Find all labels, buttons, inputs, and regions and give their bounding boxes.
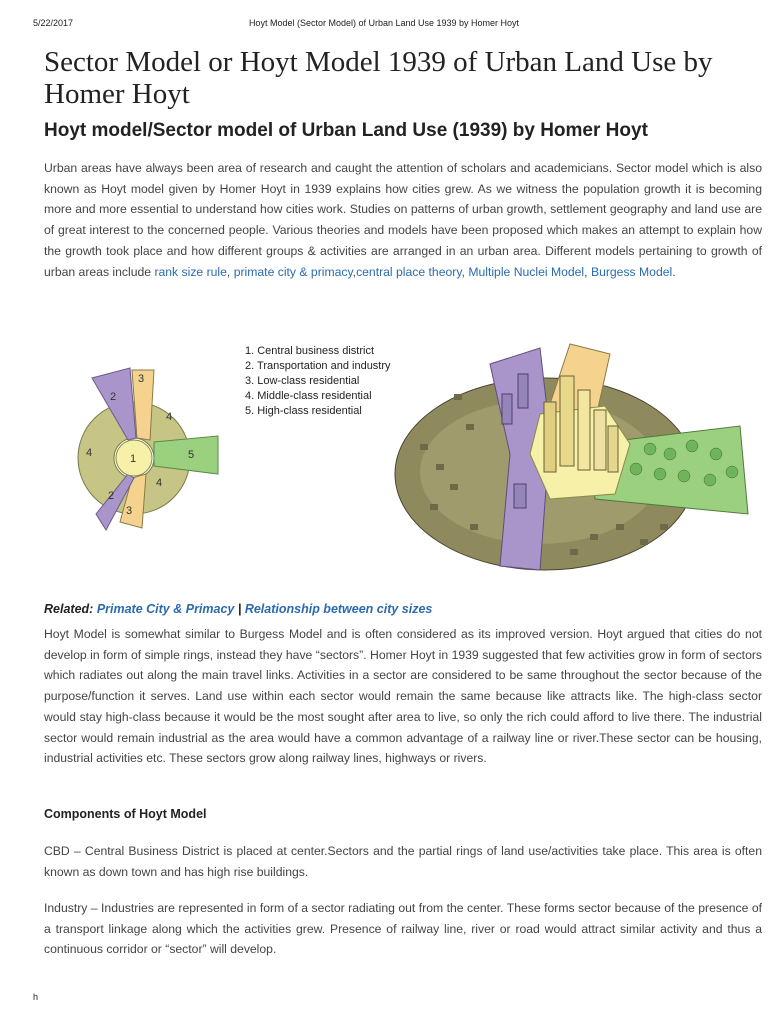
intro-sep-1: , — [226, 264, 234, 279]
related-sep: | — [234, 601, 245, 616]
sector-number: 3 — [126, 505, 133, 517]
city-tower — [544, 402, 556, 472]
multiple-nuclei-model-link[interactable]: Multiple Nuclei Model — [468, 264, 585, 279]
article-subtitle: Hoyt model/Sector model of Urban Land Use (1939) by Homer Hoyt — [44, 120, 648, 141]
hoyt-model-figure — [70, 334, 750, 574]
intro-paragraph — [44, 158, 762, 282]
legend-item: 1. Central business district — [245, 345, 374, 357]
primate-city-related-link[interactable]: Primate City & Primacy — [96, 601, 235, 616]
intro-text: Urban areas have always been area of research and caught the attention of scholars and academicians. Sector model which is also known as Hoyt model given by Homer Hoyt in 1939 explains how cities grew. As we witness the population growth it is becoming more and more essential to understand how cities work. Studies on patterns of urban growth, settlement geography and land use are of great interest to the concerned people. Various theories and models have been proposed which makes an attempt to explain how the growth took place and how different groups & activities are arranged in an urban area. Different models pertaining to growth of urban areas include — [44, 161, 762, 279]
sector-number: 3 — [138, 373, 145, 385]
related-links — [44, 602, 432, 616]
intro-sep-3: , — [461, 264, 469, 279]
intro-end: . — [672, 264, 676, 279]
print-footer: h — [33, 992, 39, 1002]
sector-number: 5 — [188, 449, 195, 461]
city-building — [514, 484, 526, 508]
city-illustration-3d — [395, 344, 748, 570]
city-tower — [560, 376, 574, 466]
sector-number: 4 — [166, 411, 173, 423]
legend-item: 3. Low-class residential — [245, 375, 360, 387]
hoyt-model-diagram — [70, 334, 750, 574]
page-title: Sector Model or Hoyt Model 1939 of Urban Land Use by Homer Hoyt — [44, 46, 713, 110]
print-date: 5/22/2017 — [33, 18, 74, 28]
sector-diagram-2d — [78, 368, 218, 530]
legend-item: 4. Middle-class residential — [245, 390, 372, 402]
primate-city-link[interactable]: primate city & primacy — [233, 264, 353, 279]
city-tower — [578, 390, 590, 470]
sector-number: 2 — [108, 490, 115, 502]
print-title: Hoyt Model (Sector Model) of Urban Land Use 1939 by Homer Hoyt — [248, 18, 520, 28]
related-label: Related: — [44, 601, 94, 616]
sector-number: 4 — [156, 477, 163, 489]
legend-item: 5. High-class residential — [245, 405, 362, 417]
industry-paragraph: Industry – Industries are represented in form of a sector radiating out from the center. These forms sector because of the presence of a transport linkage along which the activities grew. Presence of railway line, river or road would attract similar activity and thus a continuous corridor or “sector” will develop. — [44, 901, 762, 957]
sector-number: 1 — [130, 453, 137, 465]
central-place-theory-link[interactable]: central place theory — [356, 264, 462, 279]
rank-size-rule-link[interactable]: rank size rule — [154, 264, 227, 279]
city-tower — [608, 426, 618, 472]
legend-item: 2. Transportation and industry — [245, 360, 391, 372]
diagram-legend — [245, 345, 391, 417]
city-building — [518, 374, 528, 408]
intro-sep-4: , — [584, 264, 591, 279]
components-heading: Components of Hoyt Model — [44, 807, 207, 821]
burgess-model-link[interactable]: Burgess Model — [590, 264, 673, 279]
city-tower — [594, 410, 606, 470]
intro-sep-2: , — [352, 264, 357, 279]
hoyt-description-paragraph: Hoyt Model is somewhat similar to Burgess Model and is often considered as its improved version. Hoyt argued that cities do not develop in form of simple rings, instead they have “sectors”. Homer Hoyt in 1939 suggested that few activities grow in form of sectors which radiates out along the main travel links. Activities in a sector are considered to be same throughout the sector because of the purpose/function it serves. Land use within each sector would remain the same because like attracts like. The high-class sector would stay high-class because it would be the most sought after area to live, so only the rich could afford to live there. The industrial sector would remain industrial as the area would have a common advantage of a railway line or river.These sector can be housing, industrial activities etc. These sectors grow along railway lines, highways or rivers. — [44, 627, 762, 766]
city-sizes-related-link[interactable]: Relationship between city sizes — [244, 601, 433, 616]
cbd-paragraph: CBD – Central Business District is placed at center.Sectors and the partial rings of land use/activities take place. This area is often known as down town and has high rise buildings. — [44, 844, 762, 879]
sector-number: 2 — [110, 391, 117, 403]
city-building — [502, 394, 512, 424]
sector-number: 4 — [86, 447, 93, 459]
